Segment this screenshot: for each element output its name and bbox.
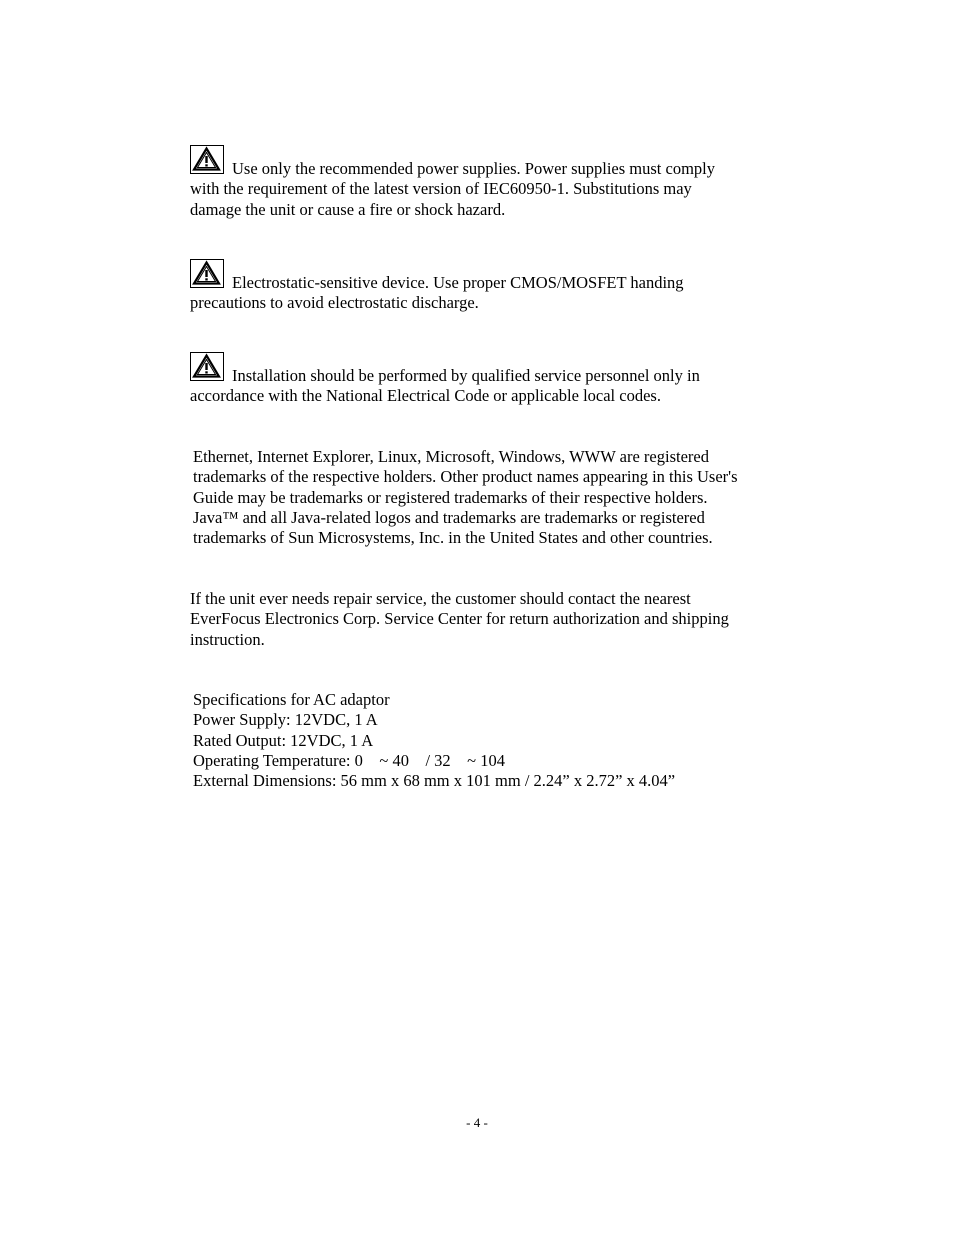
warning-text-line: Electrostatic-sensitive device. Use proper CMOS/MOSFET handing: [232, 273, 684, 292]
ac-adaptor-specifications: [193, 690, 793, 791]
warning-triangle-icon: [190, 352, 224, 381]
warning-triangle-icon-graphic: [191, 146, 222, 172]
power-supply-warning: [190, 145, 790, 220]
spec-heading: Specifications for AC adaptor: [193, 690, 390, 709]
repair-text-line: instruction.: [190, 629, 265, 649]
trademarks-paragraph: [193, 447, 793, 548]
warning-text-line: accordance with the National Electrical Code or applicable local codes.: [190, 386, 661, 406]
warning-triangle-icon-graphic: [191, 260, 222, 286]
repair-text-line: If the unit ever needs repair service, the customer should contact the nearest: [190, 589, 691, 608]
spec-line: Power Supply: 12VDC, 1 A: [193, 710, 378, 730]
spec-line: Rated Output: 12VDC, 1 A: [193, 730, 374, 750]
warning-text-line: precautions to avoid electrostatic discharge.: [190, 293, 479, 313]
warning-text-line: with the requirement of the latest version of IEC60950-1. Substitutions may: [190, 179, 692, 199]
spec-line: Operating Temperature: 0 ~ 40 / 32 ~ 104: [193, 750, 505, 770]
repair-text-line: EverFocus Electronics Corp. Service Center for return authorization and shipping: [190, 609, 729, 629]
trademarks-text-line: trademarks of Sun Microsystems, Inc. in the United States and other countries.: [193, 528, 713, 548]
trademarks-text-line: Guide may be trademarks or registered trademarks of their respective holders.: [193, 487, 708, 507]
warning-triangle-icon-graphic: [191, 353, 222, 379]
spec-line: External Dimensions: 56 mm x 68 mm x 101 mm / 2.24” x 2.72” x 4.04”: [193, 771, 676, 791]
installation-warning: [190, 352, 790, 407]
warning-triangle-icon: [190, 259, 224, 288]
page-number: - 4 -: [466, 1115, 488, 1130]
electrostatic-warning: [190, 259, 790, 314]
repair-service-paragraph: [190, 589, 790, 650]
warning-text-line: Use only the recommended power supplies. Power supplies must comply: [232, 159, 716, 178]
trademarks-text-line: Java™ and all Java-related logos and trademarks are trademarks or registered: [193, 507, 705, 527]
trademarks-text-line: Ethernet, Internet Explorer, Linux, Microsoft, Windows, WWW are registered: [193, 447, 709, 466]
trademarks-text-line: trademarks of the respective holders. Other product names appearing in this User's: [193, 467, 738, 487]
warning-text-line: Installation should be performed by qualified service personnel only in: [232, 366, 700, 385]
warning-text-line: damage the unit or cause a fire or shock hazard.: [190, 199, 506, 219]
warning-triangle-icon: [190, 145, 224, 174]
